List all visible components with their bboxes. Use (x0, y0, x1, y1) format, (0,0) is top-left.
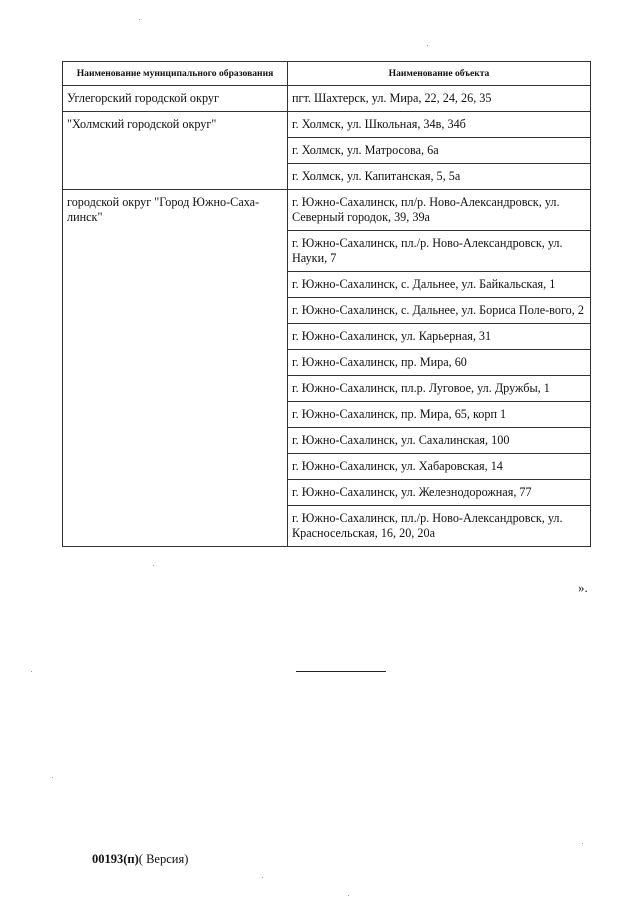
object-cell: г. Холмск, ул. Матросова, 6а (288, 138, 591, 164)
object-cell: г. Южно-Сахалинск, с. Дальнее, ул. Бориса Поле-вого, 2 (288, 298, 591, 324)
municipality-cell: "Холмский городской округ" (63, 112, 288, 190)
scan-speck (139, 19, 140, 20)
object-cell: пгт. Шахтерск, ул. Мира, 22, 24, 26, 35 (288, 86, 591, 112)
doc-version: ( Версия) (138, 852, 189, 866)
object-cell: г. Холмск, ул. Капитанская, 5, 5а (288, 164, 591, 190)
municipality-cell: Углегорский городской округ (63, 86, 288, 112)
object-cell: г. Южно-Сахалинск, пл.р. Луговое, ул. Дружбы, 1 (288, 376, 591, 402)
footer-doc-code (92, 852, 188, 867)
doc-code: 00193(п) (92, 852, 139, 866)
table-row (63, 190, 591, 231)
header-municipality: Наименование муниципального образования (63, 62, 288, 86)
object-cell: г. Южно-Сахалинск, ул. Карьерная, 31 (288, 324, 591, 350)
object-cell: г. Холмск, ул. Школьная, 34в, 34б (288, 112, 591, 138)
object-cell: г. Южно-Сахалинск, пл./р. Ново-Александровск, ул. Науки, 7 (288, 231, 591, 272)
table-header-row (63, 62, 591, 86)
object-cell: г. Южно-Сахалинск, пл./р. Ново-Александровск, ул. Красносельская, 16, 20, 20а (288, 506, 591, 547)
object-cell: г. Южно-Сахалинск, с. Дальнее, ул. Байкальская, 1 (288, 272, 591, 298)
scan-speck (582, 843, 583, 844)
scan-speck (52, 777, 53, 778)
separator-line (296, 671, 386, 672)
object-cell: г. Южно-Сахалинск, пр. Мира, 60 (288, 350, 591, 376)
closing-quote-mark: ». (578, 580, 588, 595)
scan-speck (427, 45, 428, 46)
object-cell: г. Южно-Сахалинск, ул. Железнодорожная, 77 (288, 480, 591, 506)
object-cell: г. Южно-Сахалинск, пл/р. Ново-Александровск, ул. Северный городок, 39, 39а (288, 190, 591, 231)
table-row (63, 86, 591, 112)
municipality-cell: городской округ "Город Южно-Саха-линск" (63, 190, 288, 547)
scan-speck (348, 895, 349, 896)
object-cell: г. Южно-Сахалинск, ул. Сахалинская, 100 (288, 428, 591, 454)
scan-speck (262, 877, 263, 878)
header-object: Наименование объекта (288, 62, 591, 86)
objects-table (62, 61, 591, 547)
scan-speck (31, 671, 32, 672)
scan-speck (153, 565, 154, 566)
object-cell: г. Южно-Сахалинск, пр. Мира, 65, корп 1 (288, 402, 591, 428)
object-cell: г. Южно-Сахалинск, ул. Хабаровская, 14 (288, 454, 591, 480)
table-row (63, 112, 591, 138)
